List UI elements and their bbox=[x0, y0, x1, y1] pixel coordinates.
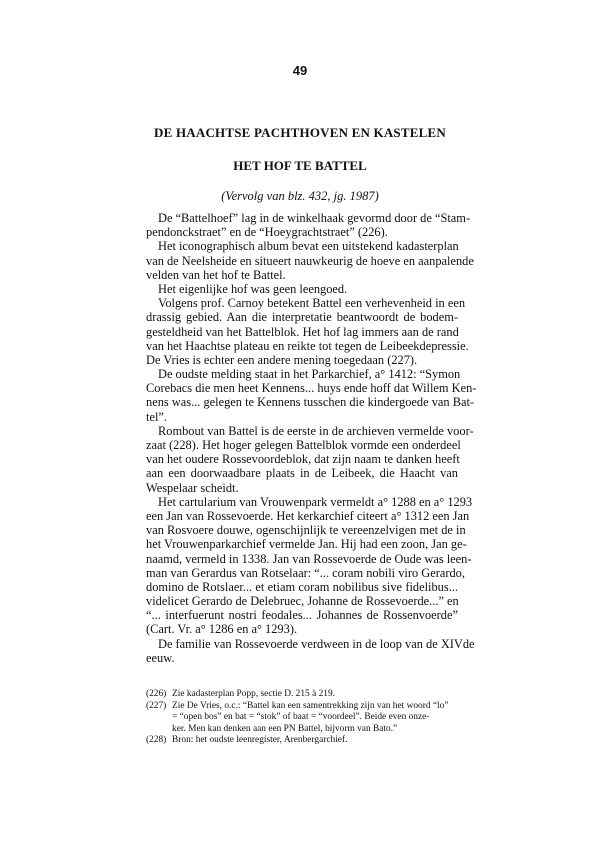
footnote-text bbox=[172, 735, 466, 747]
paragraph-line: nens was... gelegen te Kennens tusschen die kindergoede van Bat- bbox=[146, 395, 475, 410]
footnote-line: ker. Men kan denken aan een PN Battel, bijvorm van Bato.” bbox=[172, 723, 398, 734]
paragraph-line: tel”. bbox=[146, 409, 167, 424]
footnote-line: = “open bos” en bat = “stok” of baat = “voordeel”. Beide even onze- bbox=[172, 712, 430, 723]
paragraph-line: het Vrouwenparkarchief vermelde Jan. Hij had een zoon, Jan ge- bbox=[146, 537, 467, 552]
paragraph bbox=[146, 296, 469, 367]
paragraph-line: aan een doorwaadbare plaats in de Leibeek, die Haacht van bbox=[146, 466, 458, 481]
footnote-line: Zie De Vries, o.c.: “Battel kan een samentrekking zijn van het woord “lo” bbox=[172, 700, 449, 711]
paragraph-line: van het oudere Rossevoordeblok, dat zijn naam te danken heeft bbox=[146, 452, 460, 467]
paragraph-line: gesteldheid van het Battelblok. Het hof lag immers aan de rand bbox=[146, 324, 459, 339]
footnote-text bbox=[172, 689, 466, 701]
paragraph-line: pendonckstraet” en de “Hoeygrachtstraet” (226). bbox=[146, 225, 388, 240]
paragraph-line: videlicet Gerardo de Delebruec, Johanne de Rossevoerde...” en bbox=[146, 594, 459, 609]
paragraph-line: man van Gerardus van Rotselaar: “... coram nobili viro Gerardo, bbox=[146, 565, 465, 580]
paragraph-line: (Cart. Vr. a° 1286 en a° 1293). bbox=[146, 622, 298, 637]
paragraph-line: naamd, vermeld in 1338. Jan van Rossevoerde de Oude was leen- bbox=[146, 551, 472, 566]
footnote bbox=[146, 689, 466, 701]
paragraph bbox=[146, 239, 474, 282]
paragraph-line: Rombout van Battel is de eerste in de archieven vermelde voor- bbox=[158, 423, 474, 438]
paragraph-line: “... interfuerunt nostri feodales... Johannes de Rossenvoerde” bbox=[146, 608, 458, 623]
paragraph-line: van Rosvoere douwe, ogenschijnlijk te vereenzelvigen met de in bbox=[146, 523, 466, 538]
footnote-text bbox=[172, 701, 466, 736]
paragraph-line: een Jan van Rossevoerde. Het kerkarchief citeert a° 1312 een Jan bbox=[146, 508, 470, 523]
footnote-line: Zie kadasterplan Popp, sectie D. 215 à 219. bbox=[172, 689, 335, 699]
paragraph bbox=[146, 636, 475, 665]
paragraph-line: De “Battelhoef” lag in de winkelhaak gevormd door de “Stam- bbox=[158, 211, 471, 225]
paragraph-line: De familie van Rossevoerde verdween in de loop van de XIVde bbox=[158, 636, 475, 651]
paragraph-line: drassig gebied. Aan die interpretatie beantwoordt de bodem- bbox=[146, 310, 458, 325]
paragraph bbox=[146, 367, 477, 424]
paragraph-line: van het Haachtse plateau en reikte tot tegen de Leibeekdepressie. bbox=[146, 338, 469, 353]
paragraph bbox=[146, 423, 474, 495]
paragraph-line: Het cartularium van Vrouwenpark vermeldt a° 1288 en a° 1293 bbox=[158, 494, 473, 509]
paragraph-line: eeuw. bbox=[146, 650, 175, 665]
paragraph bbox=[146, 211, 471, 240]
footnote-line: Bron: het oudste leenregister, Arenbergarchief. bbox=[172, 735, 348, 746]
paragraph bbox=[146, 494, 473, 637]
page-number: 49 bbox=[292, 63, 308, 78]
paragraph-line: van de Neelsheide en situeert nauwkeurig de hoeve en aanpalende bbox=[146, 253, 474, 268]
paragraph-line: Het iconographisch album bevat een uitstekend kadasterplan bbox=[158, 239, 459, 254]
paragraph bbox=[146, 282, 458, 296]
continuation-note: (Vervolg van blz. 432, jg. 1987) bbox=[221, 189, 379, 203]
paragraph-line: domino de Rotslaer... et etiam coram nobilibus sive fidelibus... bbox=[146, 579, 458, 594]
footnote-number: (227) bbox=[146, 700, 167, 711]
paragraph-line: Wespelaar scheidt. bbox=[146, 480, 239, 495]
footnote bbox=[146, 701, 466, 736]
paragraph-line: Het eigenlijke hof was geen leengoed. bbox=[158, 281, 348, 296]
body-text bbox=[146, 211, 477, 665]
paragraph-line: zaat (228). Het hoger gelegen Battelblok vormde een onderdeel bbox=[146, 438, 461, 452]
paragraph-line: De Vries is echter een andere mening toegedaan (227). bbox=[146, 352, 418, 367]
footnote bbox=[146, 735, 466, 747]
article-title: DE HAACHTSE PACHTHOVEN EN KASTELEN bbox=[154, 125, 446, 140]
paragraph-line: velden van het hof te Battel. bbox=[146, 267, 286, 282]
footnotes bbox=[146, 689, 466, 747]
paragraph-line: De oudste melding staat in het Parkarchief, a° 1412: “Symon bbox=[158, 367, 461, 382]
paragraph-line: Corebacs die men heet Kennens... huys ende hoff dat Willem Ken- bbox=[146, 381, 477, 396]
footnote-number: (226) bbox=[146, 689, 167, 699]
paragraph-line: Volgens prof. Carnoy betekent Battel een verhevenheid in een bbox=[158, 296, 466, 311]
article-subtitle: HET HOF TE BATTEL bbox=[233, 158, 367, 173]
footnote-number: (228) bbox=[146, 735, 167, 746]
